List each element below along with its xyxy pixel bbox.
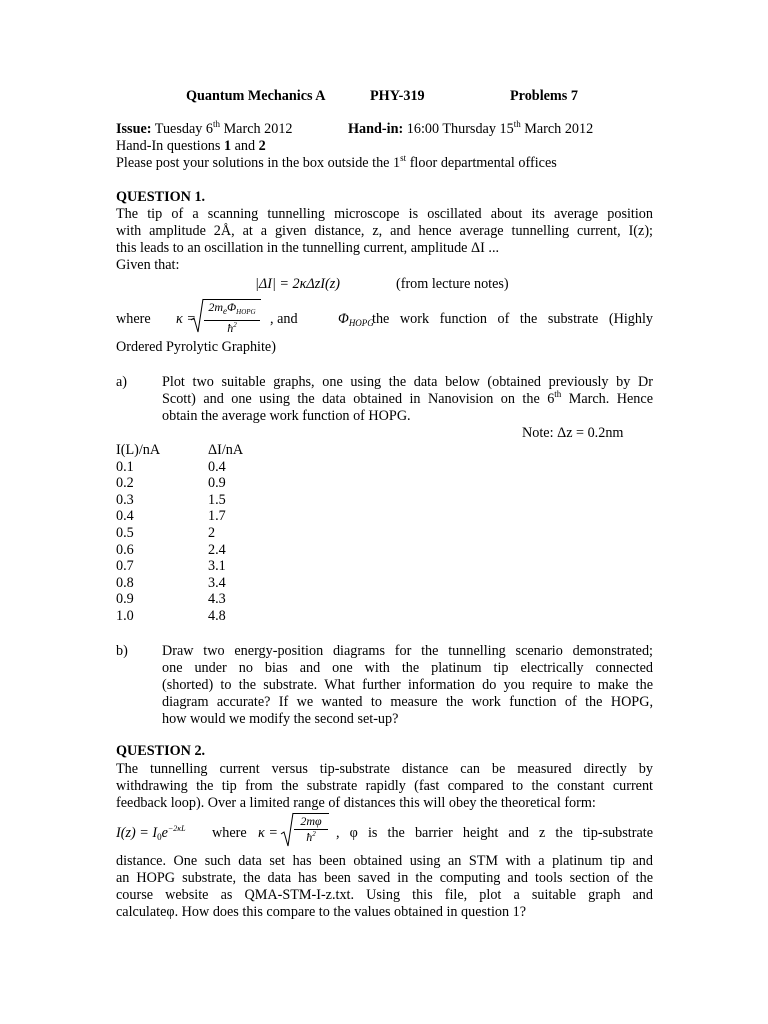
sqrt-icon [280,812,294,848]
problem-sheet-page: Quantum Mechanics A PHY-319 Problems 7 Issue: Tuesday 6th March 2012 Hand-in: 16:00 Thursday 15th March 2012 Hand-In questions 1 and 2 Please post your solutions in the box outside the 1st floor departmental offices QUESTION 1. The tip of a scanning tunnelling microscope is oscillated about its average position with amplitude 2Å, at a given distance, z, and hence average tunnelling current, I(z); this leads to an oscillation in the tunnelling current, amplitude ΔI ... Given that: |ΔI| = 2κΔzI(z) (from lecture notes) where κ = $\frac{2m_e\Phi_{HOPG}}{ħ^2}$ , and $\Phi_{HOPG}$ the work function of the substrate (Highly Ordered Pyrolytic Graphite) a) Plot two suitable graphs, one using the data below (obtained previously by Dr Scott) and one using the data obtained in Nanovision on the 6th March. Hence obtain the average work function of HOPG. Note: Δz = 0.2nm I(L)/nA ΔI/nA 0.1 0.4 0.2 0.9 0.3 1.5 0.4 1.7 0.5 2 0.6 2.4 0.7 3.1 0.8 3.4 0.9 4.3 1.0 4.8 b) Draw two energy-position diagrams for the tunnelling scenario demonstrated; one under no bias and one with the platinum tip electrically connected (shorted) to the substrate. What further information do you require to make the diagram accurate? If we wanted to measure the work function of the HOPG, how would we modify the second set-up? QUESTION 2. The tunnelling current versus tip-substrate distance can be measured directly by withdrawing the tip from the substrate rapidly (fast compared to the constant current feedback loop). Over a limited range of distances this will obey the theoretical form: $I(z) = I_0e^{-2\kappa L}$ where κ = $\frac{2m\varphi}{ħ^2}$ , φ is the barrier height and z the tip-substrate distance. One such data set has been obtained using an STM with a platinum tip and an HOPG substrate, the data has been saved in the computing and tools section of the course website as QMA-STM-I-z.txt. Using this file, plot a suitable graph and calculateφ. How does this compare to the values obtained in question 1? [116,88,653,920]
part-b-text: Draw two energy-position diagrams for the tunnelling scenario demonstrated; one under no bias and one with the platinum tip electrically connected (shorted) to the substrate. What further information do you require to make the diagram accurate? If we wanted to measure the work function of the HOPG, how would we modify the second set-up? [162,643,653,727]
part-a-label: a) [116,374,128,390]
part-b-label: b) [116,643,128,659]
phi-hopg: $\Phi_{HOPG}$ [338,311,374,328]
sqrt-icon [190,298,204,334]
delta-z-note: Note: Δz = 0.2nm [522,425,624,441]
equation-delta-i: |ΔI| = 2κΔzI(z) [255,276,340,292]
question-1-title: QUESTION 1. [116,189,206,205]
issue-date: Tuesday 6th March 2012 [154,119,293,137]
question-2-text-2: distance. One such data set has been obtained using an STM with a platinum tip and an HOPG substrate, the data has been saved in the computing and tools section of the course website as QMA-STM-I-z.txt. Using this file, plot a suitable graph and calculateφ. How does this compare to the values obtained in question 1? [116,853,653,920]
kappa-symbol-2: κ = [258,825,278,841]
issue-line [116,121,293,138]
sheet-number: Problems 7 [510,88,578,104]
phi-description-2: Ordered Pyrolytic Graphite) [116,339,276,355]
question-2-text: The tunnelling current versus tip-substrate distance can be measured directly by withdrawing the tip from the substrate rapidly (fast compared to the constant current feedback loop). Over a limited range of distances this will obey the theoretical form: [116,761,653,811]
barrier-description: , φ is the barrier height and z the tip-substrate [336,825,653,841]
current-equation: $I(z) = I_0e^{-2\kappa L}$ [116,824,186,842]
handin-line: Hand-in: 16:00 Thursday 15th March 2012 [348,119,594,137]
phi-description: the work function of the substrate (Highly [372,311,653,327]
where-label: where [116,311,151,327]
course-title: Quantum Mechanics A [186,88,326,104]
course-code: PHY-319 [370,88,425,104]
question-1-text: The tip of a scanning tunnelling microscope is oscillated about its average position with amplitude 2Å, at a given distance, z, and hence average tunnelling current, I(z); this leads to an oscillation in the tunnelling current, amplitude ΔI ... [116,206,653,256]
where-label-2: where [212,825,247,841]
kappa-symbol: κ = [176,311,196,327]
part-a-text: Plot two suitable graphs, one using the data below (obtained previously by Dr Scott) and one using the data obtained in Nanovision on the 6th March. Hence obtain the average work function of HOPG. [162,374,653,424]
handin-label: Hand-in: [348,121,404,137]
given-that: Given that: [116,257,180,273]
issue-label: Issue: [116,121,152,137]
post-instructions: Please post your solutions in the box outside the 1st floor departmental offices [116,153,557,171]
question-2-title: QUESTION 2. [116,743,206,759]
equation-note: (from lecture notes) [396,276,509,292]
handin-questions: Hand-In questions 1 and 2 [116,138,266,154]
and-text: , and [270,311,298,327]
